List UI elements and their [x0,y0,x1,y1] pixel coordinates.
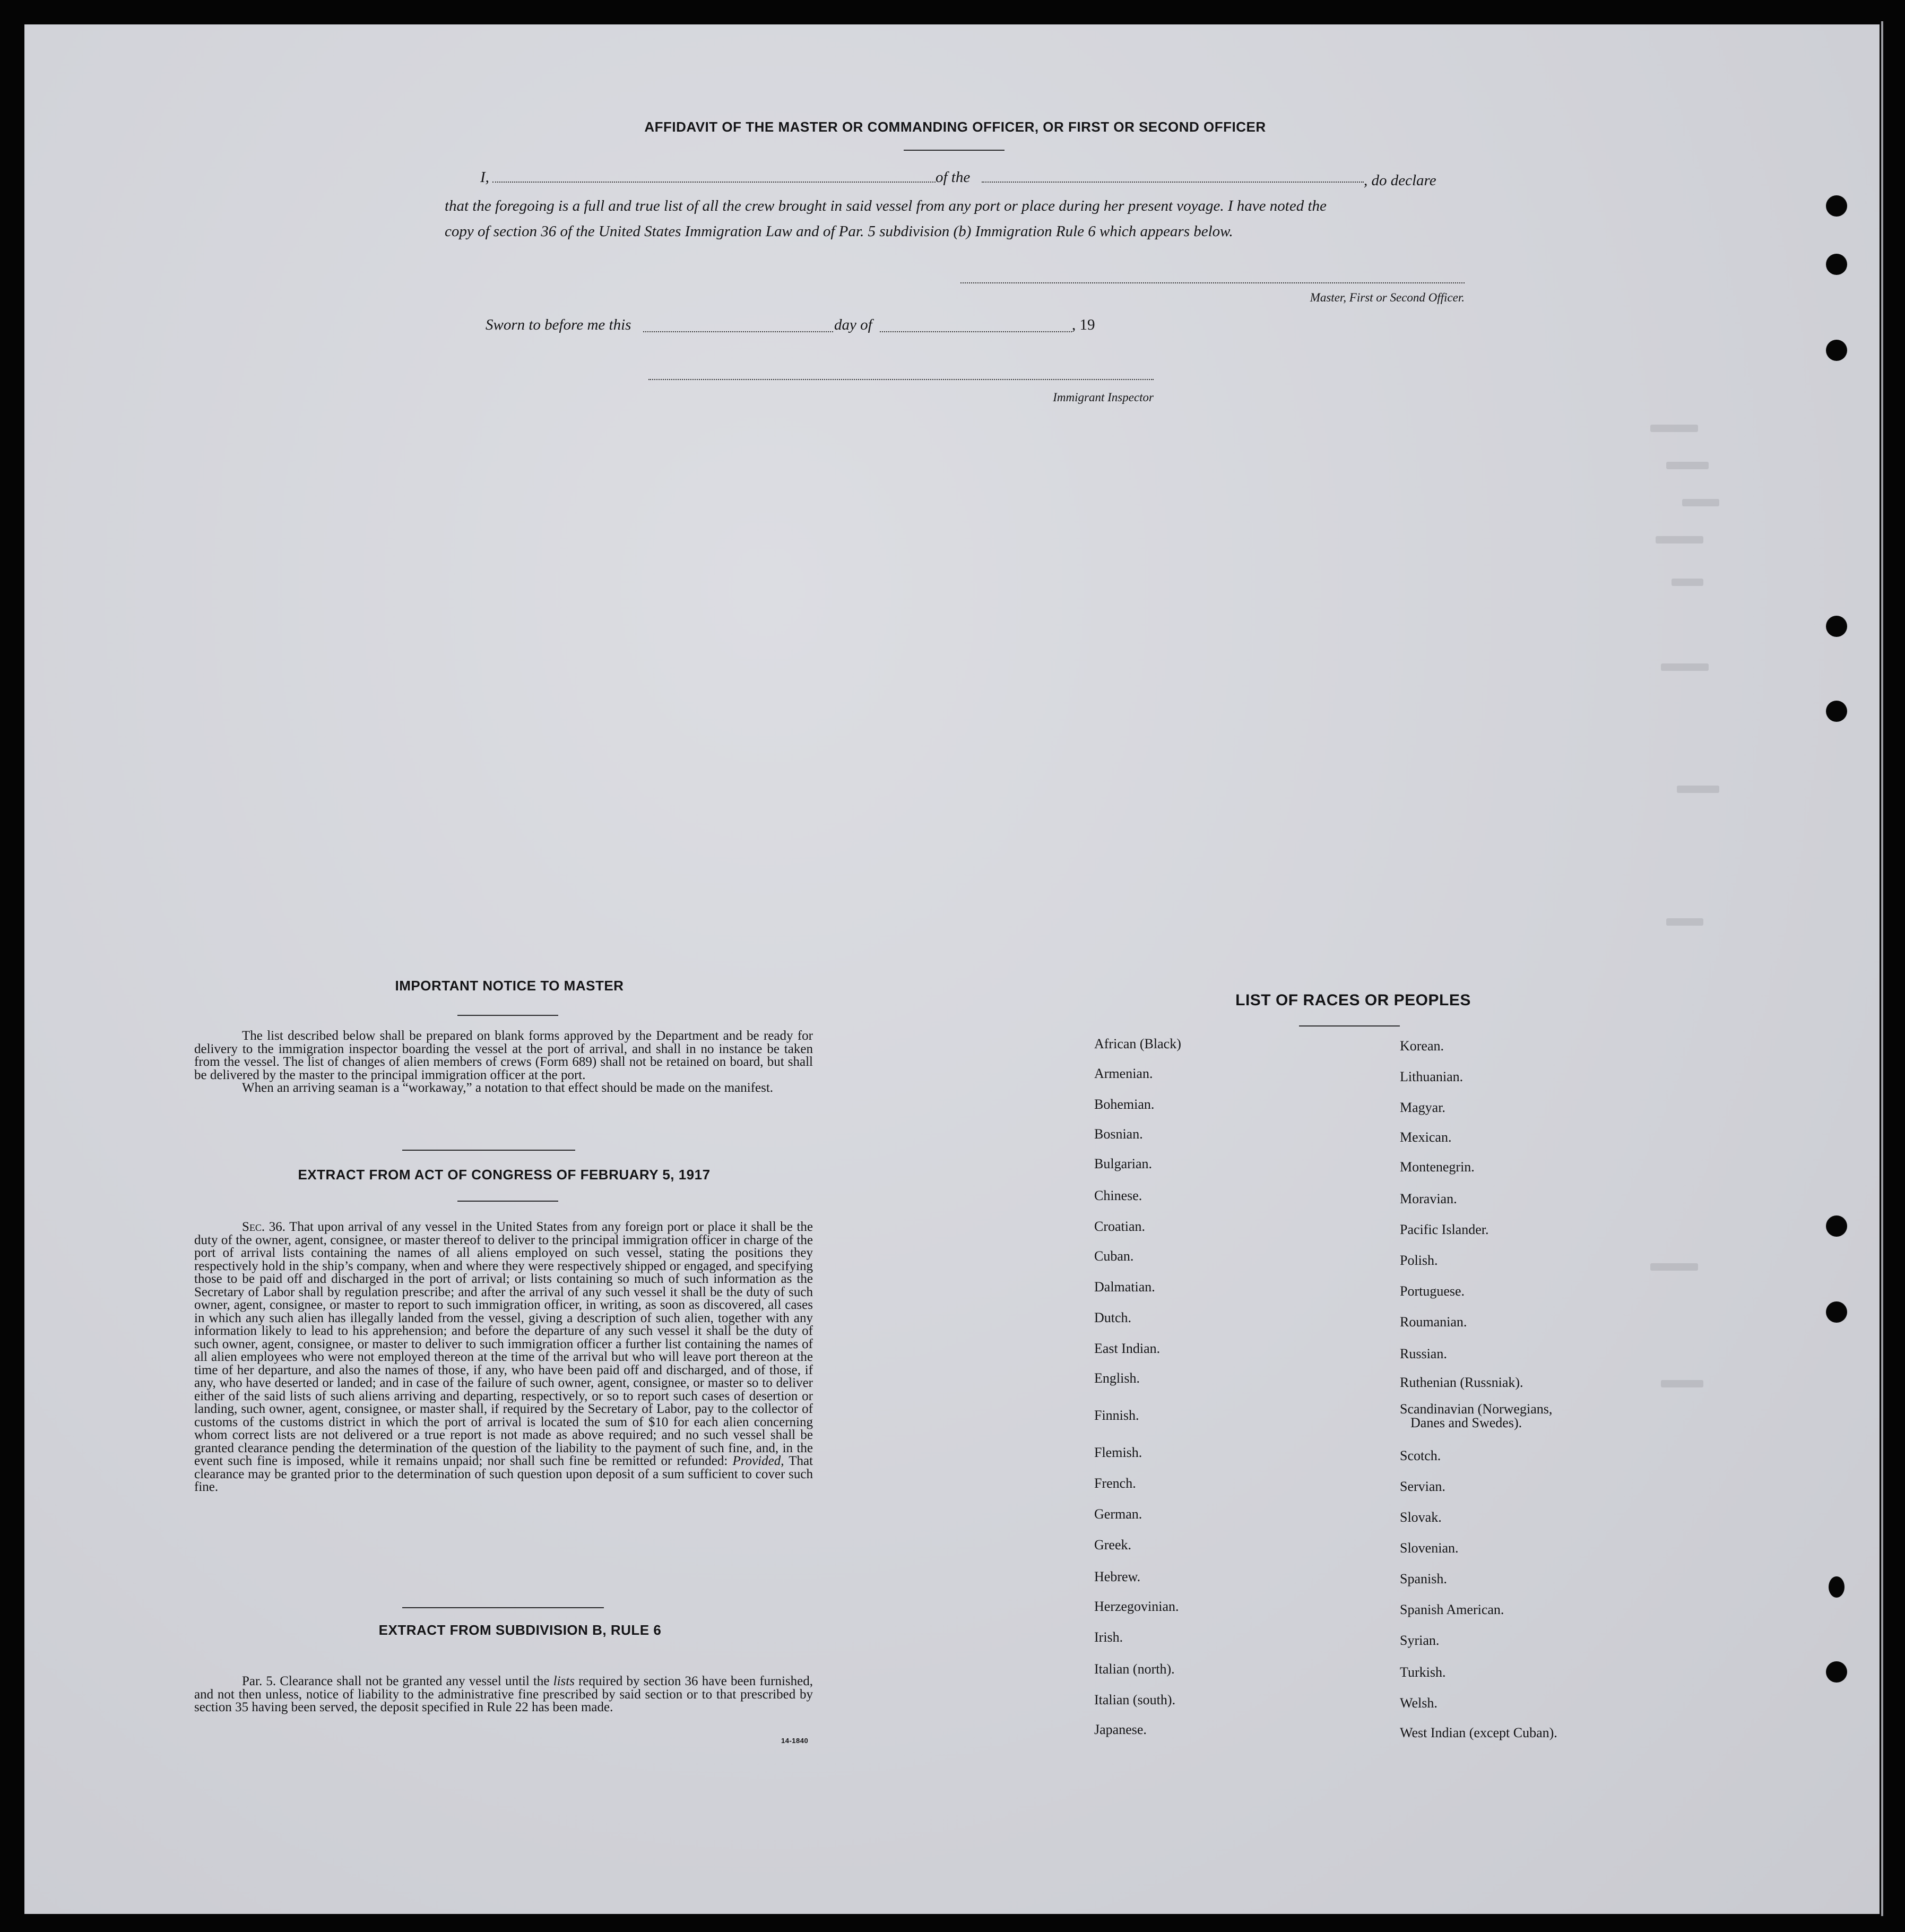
name-field[interactable] [492,182,936,183]
race-item: West Indian (except Cuban). [1400,1725,1557,1740]
vessel-field[interactable] [982,182,1364,183]
sworn-month-field[interactable] [880,331,1072,332]
race-item: Hebrew. [1094,1569,1141,1584]
bleed-through-mark [1666,462,1709,469]
divider [457,1201,558,1202]
bleed-through-mark [1672,579,1703,586]
binder-hole [1826,701,1847,722]
provided-word: Provided, [732,1454,784,1468]
inspector-signature-field[interactable] [648,379,1154,380]
race-item: Herzegovinian. [1094,1599,1179,1614]
race-item: Dalmatian. [1094,1279,1155,1295]
race-item: German. [1094,1506,1142,1522]
divider [402,1607,604,1608]
race-item: Slovenian. [1400,1540,1459,1556]
act-extract-title: EXTRACT FROM ACT OF CONGRESS OF FEBRUARY 5, 1917 [298,1167,711,1183]
race-item: Ruthenian (Russniak). [1400,1375,1523,1390]
bleed-through-mark [1682,499,1719,506]
binder-hole [1826,1301,1847,1323]
notice-text [194,1030,813,1095]
divider [457,1015,558,1016]
affidavit-of-the-label: of the [936,169,971,186]
binder-hole [1826,195,1847,217]
bleed-through-mark [1661,663,1709,671]
page-edge [1881,21,1883,1916]
race-item: Mexican. [1400,1129,1452,1145]
lists-word: lists [553,1674,575,1688]
race-item: Bosnian. [1094,1126,1143,1142]
section-label: Sec. 36. [242,1220,285,1234]
affidavit-i-label: I, [480,169,489,186]
race-item: Danes and Swedes). [1410,1415,1522,1430]
bleed-through-mark [1650,1263,1698,1271]
race-item: Korean. [1400,1038,1444,1054]
race-item: Magyar. [1400,1100,1445,1115]
signature-field[interactable] [960,282,1465,283]
race-item: Irish. [1094,1629,1123,1645]
race-item: Cuban. [1094,1248,1134,1264]
race-item: Roumanian. [1400,1314,1467,1330]
race-item: Chinese. [1094,1188,1142,1203]
race-item: French. [1094,1476,1136,1491]
affidavit-body-line3: copy of section 36 of the United States Immigration Law and of Par. 5 subdivision (b) Immigration Rule 6 which appears below. [445,223,1233,240]
race-item: Portuguese. [1400,1283,1465,1299]
rule-extract-text [194,1675,813,1714]
race-item: Scandinavian (Norwegians, [1400,1401,1553,1417]
inspector-caption: Immigrant Inspector [1053,391,1154,404]
race-item: Welsh. [1400,1695,1438,1711]
race-item: Greek. [1094,1537,1132,1552]
binder-hole [1826,616,1847,637]
race-item: Lithuanian. [1400,1069,1464,1084]
notice-paragraph-1: The list described below shall be prepared on blank forms approved by the Department and be ready for delivery to the immigration inspector boarding the vessel at the port of arrival, and shall in no instance be taken from the vessel. The list of changes of alien members of crews (Form 689) shall not be retained on board, but shall be delivered by the master to the principal immigration officer at the port. [194,1029,813,1082]
sworn-year-label: , 19 [1072,316,1095,333]
race-item: Japanese. [1094,1722,1147,1737]
race-item: Croatian. [1094,1219,1146,1234]
affidavit-declare-label: , do declare [1364,172,1436,189]
race-item: Bulgarian. [1094,1156,1153,1171]
race-item: English. [1094,1370,1140,1386]
affidavit-body-line2: that the foregoing is a full and true list of all the crew brought in said vessel from any port or place during her present voyage. I have noted the [445,197,1327,214]
signature-caption: Master, First or Second Officer. [1310,291,1465,304]
binder-hole [1829,1576,1845,1598]
race-item: Slovak. [1400,1510,1442,1525]
section-36-text-end: That clearance may be granted prior to the determination of such question upon deposit of a sum sufficient to cover such fine. [194,1454,813,1494]
bleed-through-mark [1650,425,1698,432]
bleed-through-mark [1666,918,1703,926]
divider [904,150,1005,151]
bleed-through-mark [1656,536,1703,544]
race-item: Russian. [1400,1346,1447,1361]
race-item: Spanish. [1400,1571,1447,1586]
divider [402,1150,575,1151]
race-item: Italian (north). [1094,1661,1175,1677]
race-item: Italian (south). [1094,1692,1176,1707]
rule-text-end: required by section 36 have been furnished, and not then unless, notice of liability to the administrative fine prescribed by said section or to that prescribed by section 35 having been served, the deposit specified in Rule 22 has been made. [194,1674,813,1714]
form-code: 14-1840 [781,1737,809,1745]
notice-paragraph-2: When an arriving seaman is a “workaway,” a notation to that effect should be made on the manifest. [242,1081,774,1095]
race-item: Turkish. [1400,1664,1446,1680]
race-item: Pacific Islander. [1400,1222,1489,1237]
races-title: LIST OF RACES OR PEOPLES [1235,991,1471,1009]
bleed-through-mark [1661,1380,1703,1387]
race-item: Flemish. [1094,1445,1142,1460]
notice-title: IMPORTANT NOTICE TO MASTER [395,978,624,994]
binder-hole [1826,1215,1847,1237]
rule-text-start: Par. 5. Clearance shall not be granted any vessel until the [242,1674,550,1688]
race-item: Polish. [1400,1253,1438,1268]
sworn-day-field[interactable] [643,331,833,332]
race-item: Montenegrin. [1400,1159,1475,1175]
race-item: African (Black) [1094,1036,1181,1051]
rule-extract-title: EXTRACT FROM SUBDIVISION B, RULE 6 [378,1622,662,1638]
binder-hole [1826,1661,1847,1683]
race-item: Dutch. [1094,1310,1132,1325]
sworn-label: Sworn to before me this [486,316,631,333]
day-of-label: day of [834,316,872,333]
race-item: Scotch. [1400,1448,1441,1463]
race-item: Servian. [1400,1479,1445,1494]
binder-hole [1826,254,1847,275]
race-item: Armenian. [1094,1066,1153,1081]
divider [1299,1025,1400,1027]
race-item: Bohemian. [1094,1097,1155,1112]
race-item: Moravian. [1400,1191,1457,1206]
race-item: East Indian. [1094,1341,1161,1356]
bleed-through-mark [1677,786,1719,793]
race-item: Syrian. [1400,1633,1440,1648]
race-item: Finnish. [1094,1408,1139,1423]
race-item: Spanish American. [1400,1602,1504,1617]
section-36-text: That upon arrival of any vessel in the United States from any foreign port or place it shall be the duty of the owner, agent, consignee, or master thereof to deliver to the principal immigration officer in charge of the port of arrival lists containing the names of all aliens employed on such vessel, stating the positions they respectively hold in the ship’s company, when and where they were respectively shipped or engaged, and specifying those to be paid off and discharged in the port of arrival; or lists containing so much of such information as the Secretary of Labor shall by regulation prescribe; and after the arrival of any such vessel it shall be the duty of such owner, agent, consignee, or master to report to such immigration officer, in writing, as soon as discovered, all cases in which any such alien has illegally landed from the vessel, giving a description of such alien, together with any information likely to lead to his apprehension; and before the departure of any such vessel it shall be the duty of such owner, agent, consignee, or master to deliver to such immigration officer a further list containing the names of all alien employees who were not employed thereon at the time of the arrival but who will leave port thereon at the time of her departure, and also the names of those, if any, who have been paid off and discharged, and of those, if any, who have deserted or landed; and in case of the failure of such owner, agent, consignee, or master so to deliver either of the said lists of such aliens arriving and departing, respectively, or so to report such cases of desertion or landing, such owner, agent, consignee, or master shall, if required by the Secretary of Labor, pay to the collector of customs of the customs district in which the port of arrival is located the sum of $10 for each alien concerning whom correct lists are not delivered or a true report is not made as above required; and no such vessel shall be granted clearance pending the determination of the question of the liability to the payment of such fine, and, in the event such fine is imposed, while it remains unpaid; nor shall such fine be remitted or refunded: [194,1220,813,1468]
affidavit-title: AFFIDAVIT OF THE MASTER OR COMMANDING OFFICER, OR FIRST OR SECOND OFFICER [644,119,1266,135]
act-extract-text [194,1221,813,1494]
binder-hole [1826,340,1847,361]
